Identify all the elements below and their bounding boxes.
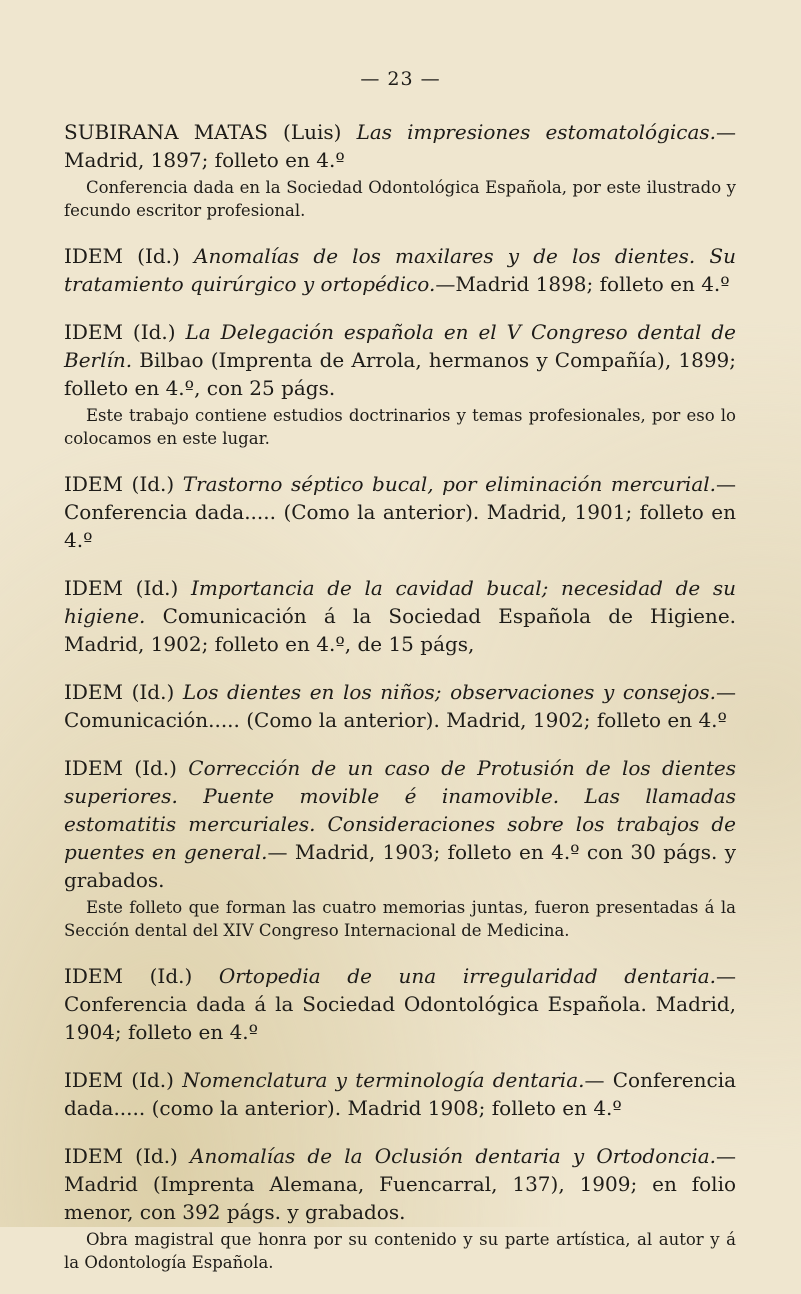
- entry-details: —Conferencia dada..... (Como la anterior). Madrid, 1901; folleto en 4.º: [64, 472, 737, 552]
- entry-author: IDEM (Id.): [64, 1144, 178, 1168]
- entry-title: La Delegación española en el V Congreso dental de Berlín.: [64, 320, 736, 372]
- entry-author: IDEM (Id.): [64, 472, 175, 496]
- entry-details: —Madrid, 1897; folleto en 4.º: [64, 120, 737, 172]
- bibliography-entry: [64, 1142, 736, 1274]
- bibliography-entry: [64, 678, 736, 734]
- entry-details: Bilbao (Imprenta de Arrola, hermanos y Compañía), 1899; folleto en 4.º, con 25 págs.: [64, 348, 737, 400]
- bibliography-entry: [64, 574, 736, 658]
- entry-note: Este folleto que forman las cuatro memorias juntas, fueron presentadas á la Sección dental del XIV Congreso Internacional de Medicina.: [64, 898, 736, 940]
- entry-author: IDEM (Id.): [64, 1068, 174, 1092]
- bibliography-entry: [64, 470, 736, 554]
- entry-details: —Comunicación..... (Como la anterior). Madrid, 1902; folleto en 4.º: [64, 680, 736, 732]
- entry-title: Ortopedia de una irregularidad dentaria.: [218, 964, 716, 988]
- entry-title: Los dientes en los niños; observaciones y consejos.: [182, 680, 716, 704]
- entry-details: —Madrid 1898; folleto en 4.º: [435, 272, 730, 296]
- bibliography-entry: [64, 962, 736, 1046]
- entry-title: Anomalías de los maxilares y de los dientes. Su tratamiento quirúrgico y ortopédico.: [64, 244, 736, 296]
- entry-author: IDEM (Id.): [64, 576, 179, 600]
- entry-details: —Madrid (Imprenta Alemana, Fuencarral, 137), 1909; en folio menor, con 392 págs. y grabados.: [64, 1144, 736, 1224]
- entry-author: IDEM (Id.): [64, 964, 193, 988]
- entry-details: — Madrid, 1903; folleto en 4.º con 30 págs. y grabados.: [64, 840, 736, 892]
- page-number: — 23 —: [360, 68, 441, 90]
- bibliography-entry: [64, 1066, 736, 1122]
- entry-title: Importancia de la cavidad bucal; necesidad de su higiene.: [64, 576, 736, 628]
- entry-note: Conferencia dada en la Sociedad Odontológica Española, por este ilustrado y fecundo escritor profesional.: [64, 178, 736, 220]
- bibliography-entry: [64, 754, 736, 942]
- entry-author: SUBIRANA MATAS (Luis): [64, 120, 342, 144]
- entry-author: IDEM (Id.): [64, 756, 177, 780]
- entry-title: Anomalías de la Oclusión dentaria y Ortodoncia.: [190, 1144, 716, 1168]
- entry-note: Obra magistral que honra por su contenido y su parte artística, al autor y á la Odontología Española.: [64, 1230, 736, 1272]
- entry-title: Corrección de un caso de Protusión de los dientes superiores. Puente movible é inamovible. Las llamadas estomatitis mercuriales. Consideraciones sobre los trabajos de puentes en general.: [64, 756, 736, 864]
- entry-author: IDEM (Id.): [64, 320, 176, 344]
- bibliography-entry: [64, 318, 736, 450]
- entry-details: — Conferencia dada á la Sociedad Odontológica Española. Madrid, 1904; folleto en 4.º: [64, 964, 736, 1044]
- entry-title: Nomenclatura y terminología dentaria.: [182, 1068, 585, 1092]
- entry-title: Trastorno séptico bucal, por eliminación mercurial.: [182, 472, 717, 496]
- bibliography-entry: [64, 242, 736, 298]
- bibliography-list: [64, 118, 736, 1294]
- entry-note: Este trabajo contiene estudios doctrinarios y temas profesionales, por eso lo colocamos en este lugar.: [64, 406, 736, 448]
- entry-author: IDEM (Id.): [64, 680, 175, 704]
- entry-title: Las impresiones estomatológicas.: [356, 120, 717, 144]
- entry-details: — Conferencia dada..... (como la anterior). Madrid 1908; folleto en 4.º: [64, 1068, 737, 1120]
- entry-details: Comunicación á la Sociedad Española de Higiene. Madrid, 1902; folleto en 4.º, de 15 págs,: [64, 604, 737, 656]
- bibliography-entry: [64, 118, 736, 222]
- entry-author: IDEM (Id.): [64, 244, 180, 268]
